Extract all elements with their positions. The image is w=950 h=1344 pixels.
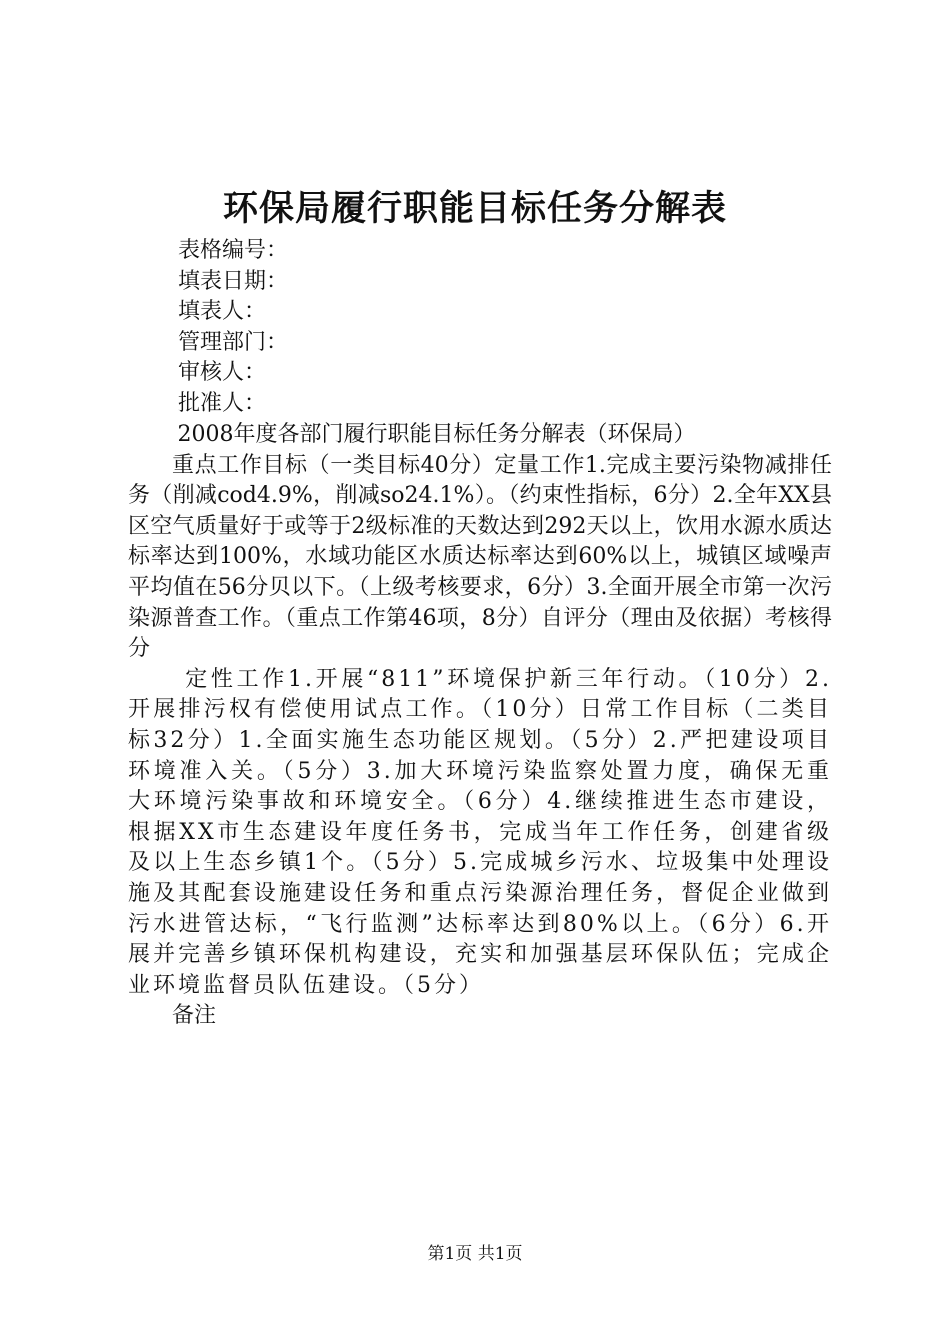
key-work-paragraph: 重点工作目标（一类目标40分）定量工作1.完成主要污染物减排任务（削减cod4.9%，削减so24.1%）。（约束性指标，6分）2.全年XX县区空气质量好于或等于2级标准的天数达到292天以上，饮用水源水质达标率达到100%，水域功能区水质达标率达到60%以上，城镇区域噪声平均值在56分贝以下。（上级考核要求，6分）3.全面开展全市第一次污染源普查工作。（重点工作第46项，8分）自评分（理由及依据）考核得分 bbox=[128, 452, 832, 662]
document-title: 环保局履行职能目标任务分解表 bbox=[222, 188, 727, 229]
qualitative-work-paragraph: 定性工作1.开展“811”环境保护新三年行动。（10分）2.开展排污权有偿使用试点工作。（10分）日常工作目标（二类目标32分）1.全面实施生态功能区规划。（5分）2.严把建设项目环境准入关。（5分）3.加大环境污染监察处置力度，确保无重大环境污染事故和环境安全。（6分）4.继续推进生态市建设，根据XX市生态建设年度任务书，完成当年工作任务，创建省级及以上生态乡镇1个。（5分）5.完成城乡污水、垃圾集中处理设施及其配套设施建设任务和重点污染源治理任务，督促企业做到污水进管达标，“飞行监测”达标率达到80%以上。（6分）6.开展并完善乡镇环保机构建设，充实和加强基层环保队伍；完成企业环境监督员队伍建设。（5分） bbox=[128, 666, 832, 998]
table-subtitle: 2008年度各部门履行职能目标任务分解表（环保局） bbox=[177, 422, 696, 447]
field-approver: 批准人： bbox=[178, 390, 267, 416]
document-body bbox=[128, 420, 832, 1032]
remarks-label: 备注 bbox=[172, 1003, 217, 1029]
field-fill-date: 填表日期： bbox=[178, 268, 289, 294]
field-filler: 填表人： bbox=[178, 299, 267, 324]
field-department: 管理部门： bbox=[178, 329, 289, 355]
page-footer: 第1页 共1页 bbox=[427, 1244, 523, 1264]
form-meta-fields bbox=[178, 236, 288, 419]
field-form-number: 表格编号： bbox=[178, 238, 289, 263]
field-reviewer: 审核人： bbox=[178, 360, 267, 385]
